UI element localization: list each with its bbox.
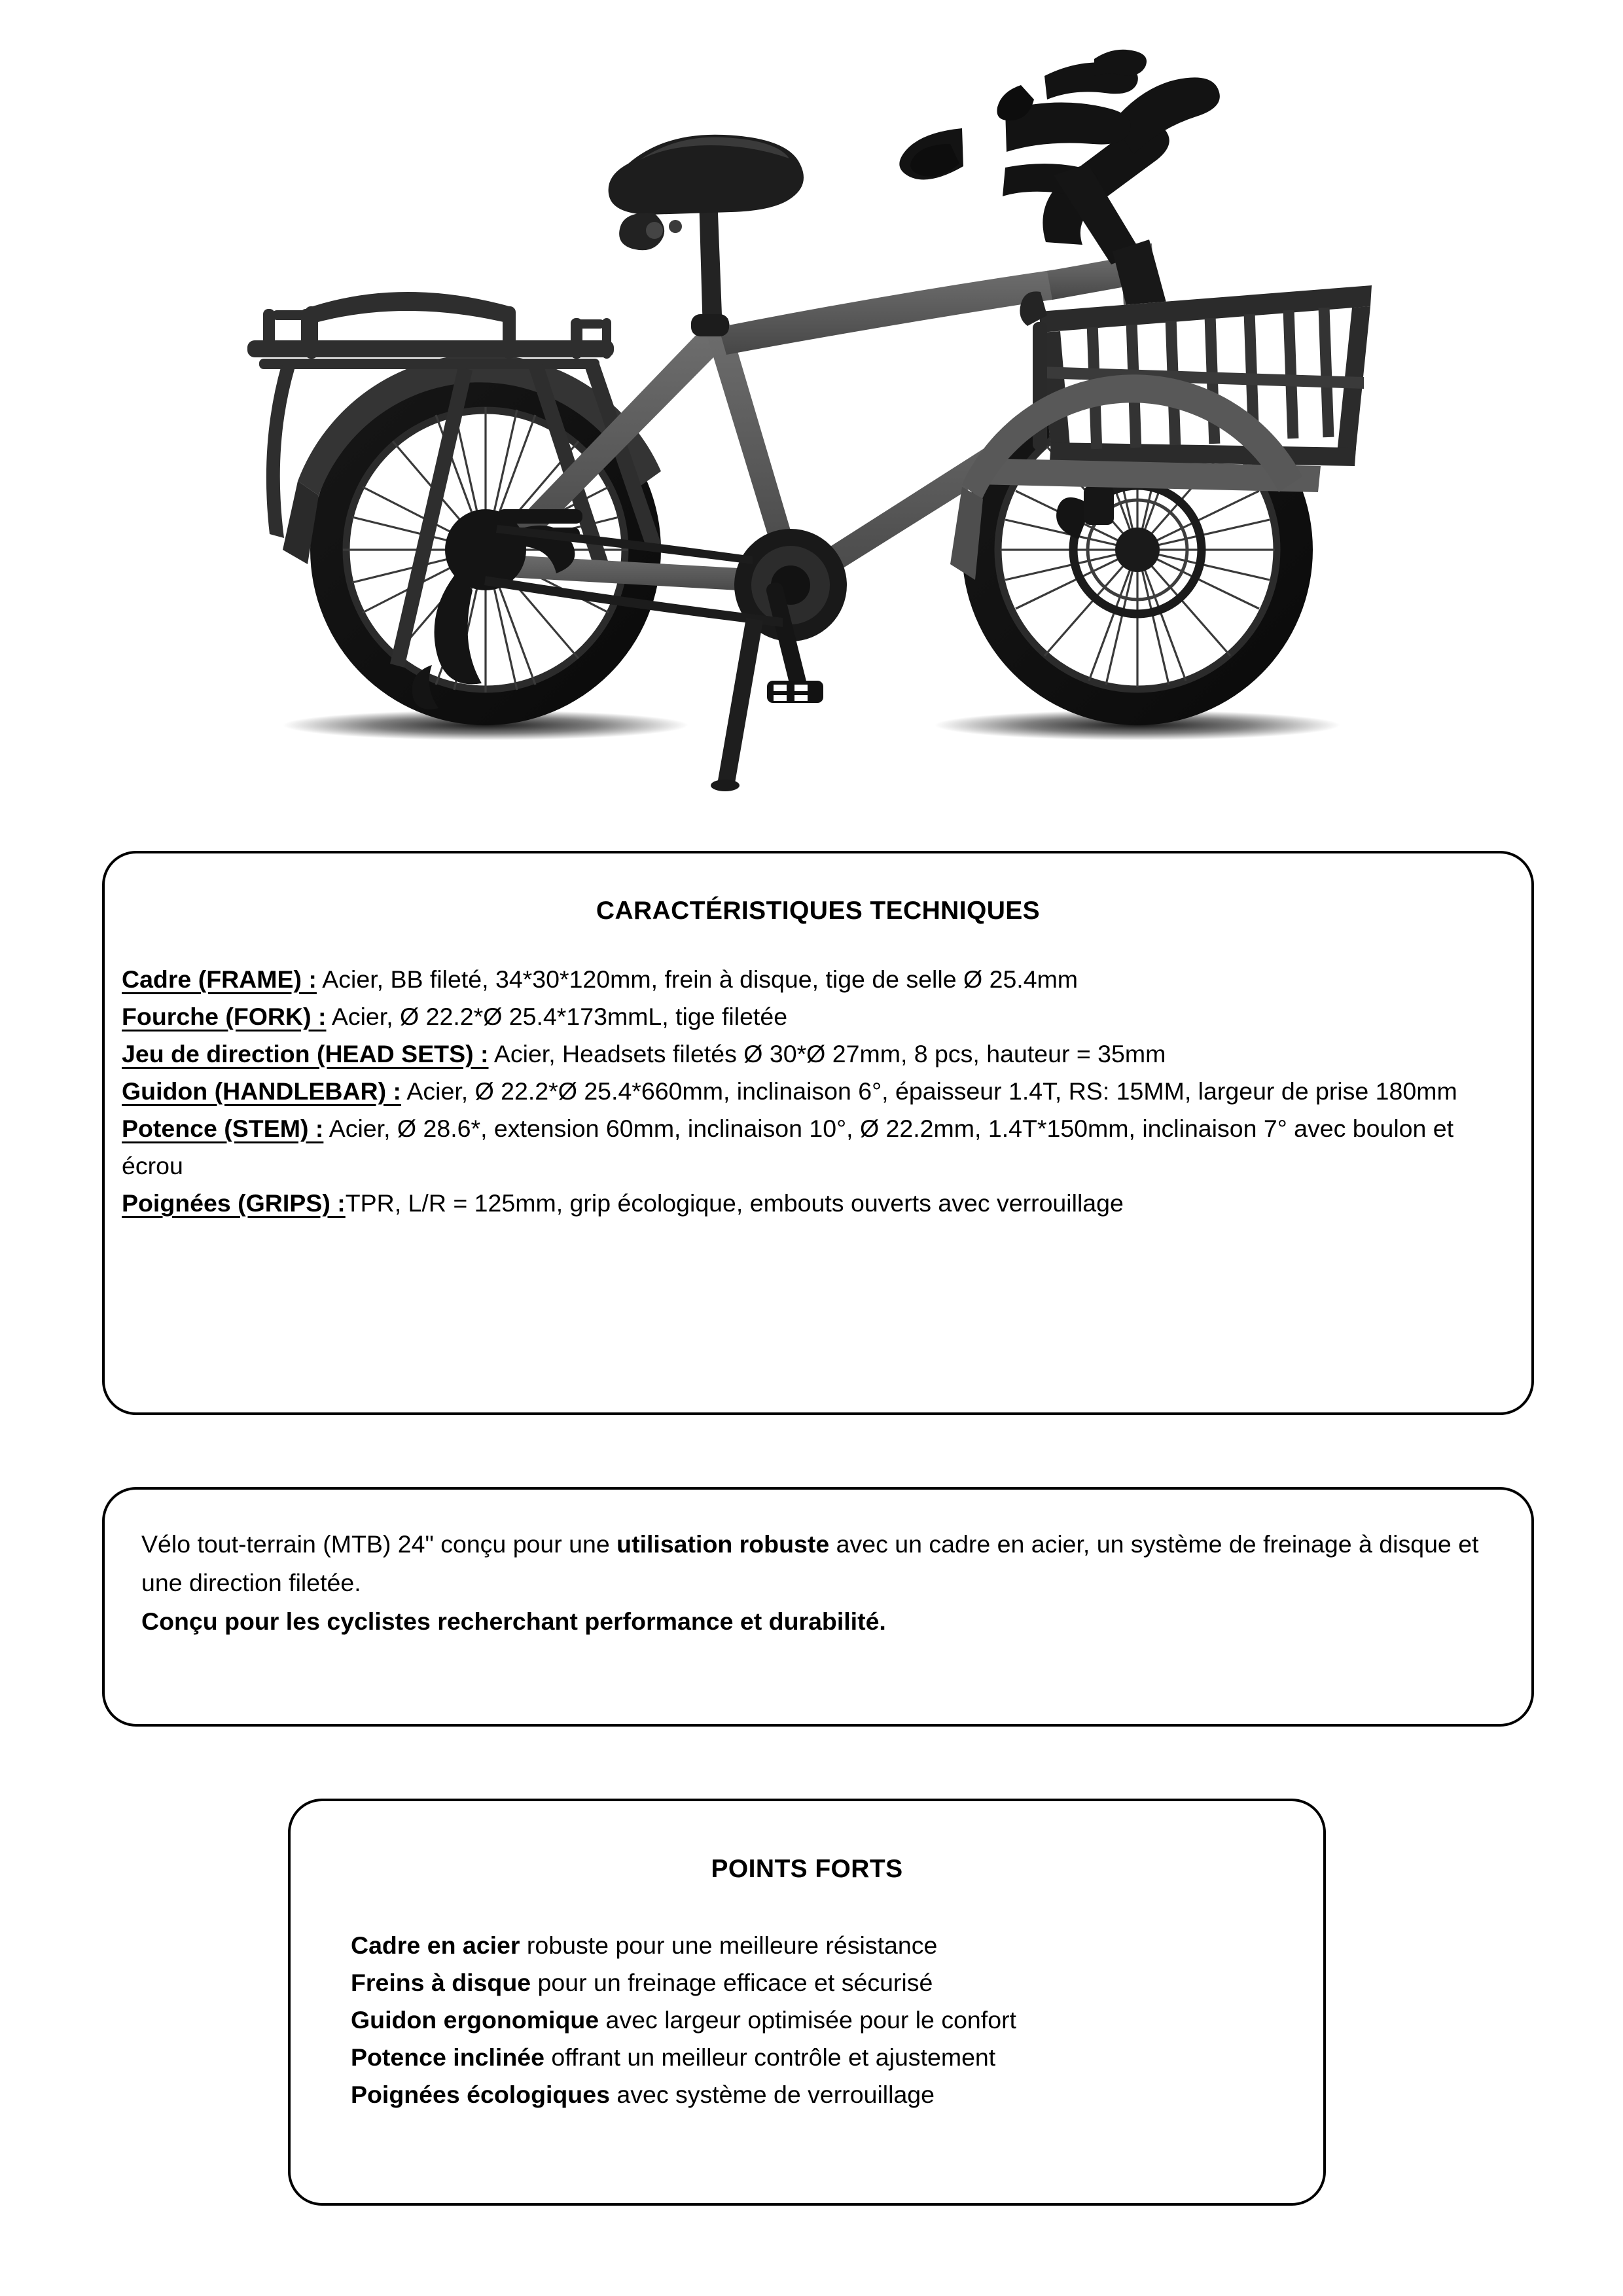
spec-label-grips: Poignées (GRIPS) :	[122, 1189, 346, 1217]
spec-label-stem: Potence (STEM) :	[122, 1115, 324, 1142]
spec-label-headsets: Jeu de direction (HEAD SETS) :	[122, 1040, 489, 1067]
spec-row-fork	[122, 998, 1508, 1035]
point-label-frame: Cadre en acier	[351, 1931, 520, 1959]
description-body	[105, 1525, 1531, 1641]
spec-row-grips	[122, 1185, 1508, 1222]
bicycle-illustration	[0, 0, 1623, 805]
point-text-frame: robuste pour une meilleure résistance	[520, 1931, 938, 1959]
spec-label-handlebar: Guidon (HANDLEBAR) :	[122, 1077, 402, 1105]
point-text-handlebar: avec largeur optimisée pour le confort	[599, 2006, 1016, 2034]
spec-value-handlebar: Acier, Ø 22.2*Ø 25.4*660mm, inclinaison 6°, épaisseur 1.4T, RS: 15MM, largeur de prise 180mm	[401, 1077, 1457, 1105]
stem-quill	[1113, 240, 1166, 313]
seat-clamp	[691, 314, 729, 336]
point-text-grips: avec système de verrouillage	[609, 2081, 935, 2108]
points-forts-list	[291, 1927, 1323, 2113]
spec-value-stem: Acier, Ø 28.6*, extension 60mm, inclinaison 10°, Ø 22.2mm, 1.4T*150mm, inclinaison 7° avec boulon et écrou	[122, 1115, 1454, 1179]
point-text-stem: offrant un meilleur contrôle et ajustement	[544, 2043, 996, 2071]
description-text-lead: Vélo tout-terrain (MTB) 24" conçu pour une	[141, 1530, 617, 1558]
points-forts-title: POINTS FORTS	[711, 1855, 903, 1883]
spec-value-frame: Acier, BB fileté, 34*30*120mm, frein à disque, tige de selle Ø 25.4mm	[316, 965, 1079, 993]
point-item-stem	[351, 2039, 1297, 2076]
kickstand	[717, 618, 763, 787]
spec-row-headsets	[122, 1035, 1508, 1073]
product-description-panel	[102, 1487, 1534, 1727]
spec-row-frame	[122, 961, 1508, 998]
point-label-handlebar: Guidon ergonomique	[351, 2006, 599, 2034]
spec-row-stem	[122, 1110, 1508, 1185]
key-features-panel	[288, 1799, 1326, 2206]
point-text-brakes: pour un freinage efficace et sécurisé	[531, 1969, 933, 1996]
specs-title: CARACTÉRISTIQUES TECHNIQUES	[596, 897, 1041, 925]
spec-row-handlebar	[122, 1073, 1508, 1110]
spec-value-headsets: Acier, Headsets filetés Ø 30*Ø 27mm, 8 pcs, hauteur = 35mm	[488, 1040, 1166, 1067]
specs-list	[105, 961, 1531, 1222]
point-label-brakes: Freins à disque	[351, 1969, 531, 1996]
spec-label-fork: Fourche (FORK) :	[122, 1003, 327, 1030]
technical-specifications-panel	[102, 851, 1534, 1415]
point-item-frame	[351, 1927, 1297, 1964]
point-item-handlebar	[351, 2001, 1297, 2039]
point-item-brakes	[351, 1964, 1297, 2001]
point-label-stem: Potence inclinée	[351, 2043, 544, 2071]
spec-label-frame: Cadre (FRAME) :	[122, 965, 317, 993]
front-basket	[1020, 285, 1372, 466]
product-photo	[0, 0, 1623, 805]
description-tagline: Conçu pour les cyclistes recherchant performance et durabilité.	[141, 1607, 886, 1635]
description-text-tail: avec un cadre en acier, un système de freinage à disque et une direction filetée.	[141, 1530, 1479, 1596]
spec-value-fork: Acier, Ø 22.2*Ø 25.4*173mmL, tige filetée	[326, 1003, 788, 1030]
description-paragraph	[141, 1525, 1492, 1602]
point-item-grips	[351, 2076, 1297, 2113]
description-highlight: utilisation robuste	[616, 1530, 830, 1558]
point-label-grips: Poignées écologiques	[351, 2081, 610, 2108]
spec-value-grips: TPR, L/R = 125mm, grip écologique, embouts ouverts avec verrouillage	[345, 1189, 1124, 1217]
